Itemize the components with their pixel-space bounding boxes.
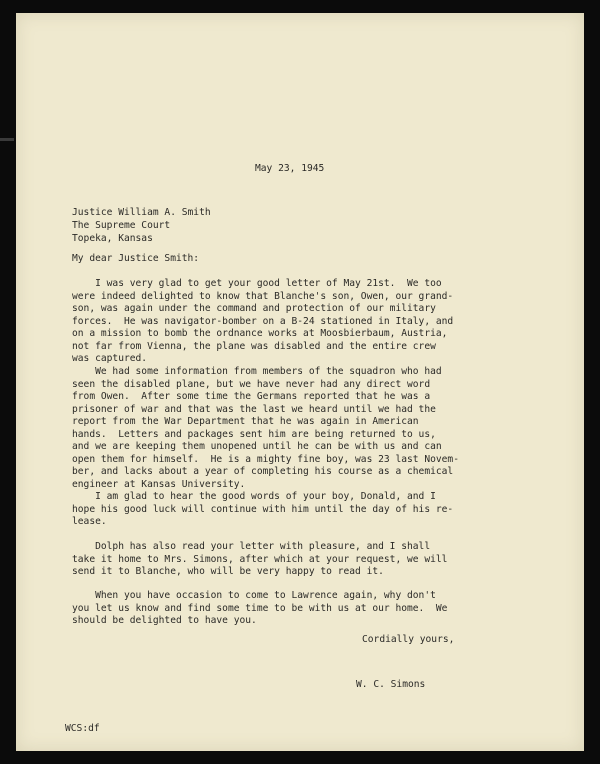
margin-mark (0, 138, 14, 141)
body-paragraph-1: I was very glad to get your good letter of May 21st. We too were indeed delighted to know that Blanche's son, Owen, our grand- son, was again under the command and protection of our military forces. He was navigator-bomber on a B-24 stationed in Italy, and on a mission to bomb the ordnance works at Moosbierbaum, Austria, not far from Vienna, the plane was disabled and the entire crew was captured. (72, 278, 454, 364)
signature-name: W. C. Simons (356, 679, 426, 690)
recipient-city: Topeka, Kansas (72, 233, 153, 244)
body-paragraph-3: I am glad to hear the good words of your boy, Donald, and I hope his good luck will continue with him until the day of his re- lease. (72, 491, 454, 527)
letter-page (16, 13, 584, 751)
body-paragraph-2: We had some information from members of the squadron who had seen the disabled plane, but we have never had any direct word from Owen. After some time the Germans reported that he was a prisoner of war and that was the last we heard until we had the report from the War Department that he was again in American hands. Letters and packages sent him are being returned to us, and we are keeping them unopened until he can be with us and can open them for himself. He is a mighty fine boy, was 23 last Novem- ber, and lacks about a year of completing his course as a chemical engineer at Kansas University. (72, 366, 459, 490)
recipient-institution: The Supreme Court (72, 220, 171, 231)
salutation: My dear Justice Smith: (72, 253, 200, 264)
recipient-address (72, 206, 211, 245)
letter-date: May 23, 1945 (255, 163, 325, 174)
body-paragraph-5: When you have occasion to come to Lawrence again, why don't you let us know and find some time to be with us at our home. We should be delighted to have you. (72, 590, 448, 626)
closing: Cordially yours, (362, 634, 455, 645)
recipient-name: Justice William A. Smith (72, 207, 211, 218)
reference-initials: WCS:df (65, 723, 100, 734)
body-paragraph-4: Dolph has also read your letter with pleasure, and I shall take it home to Mrs. Simons, after which at your request, we will send it to Blanche, who will be very happy to read it. (72, 541, 448, 577)
